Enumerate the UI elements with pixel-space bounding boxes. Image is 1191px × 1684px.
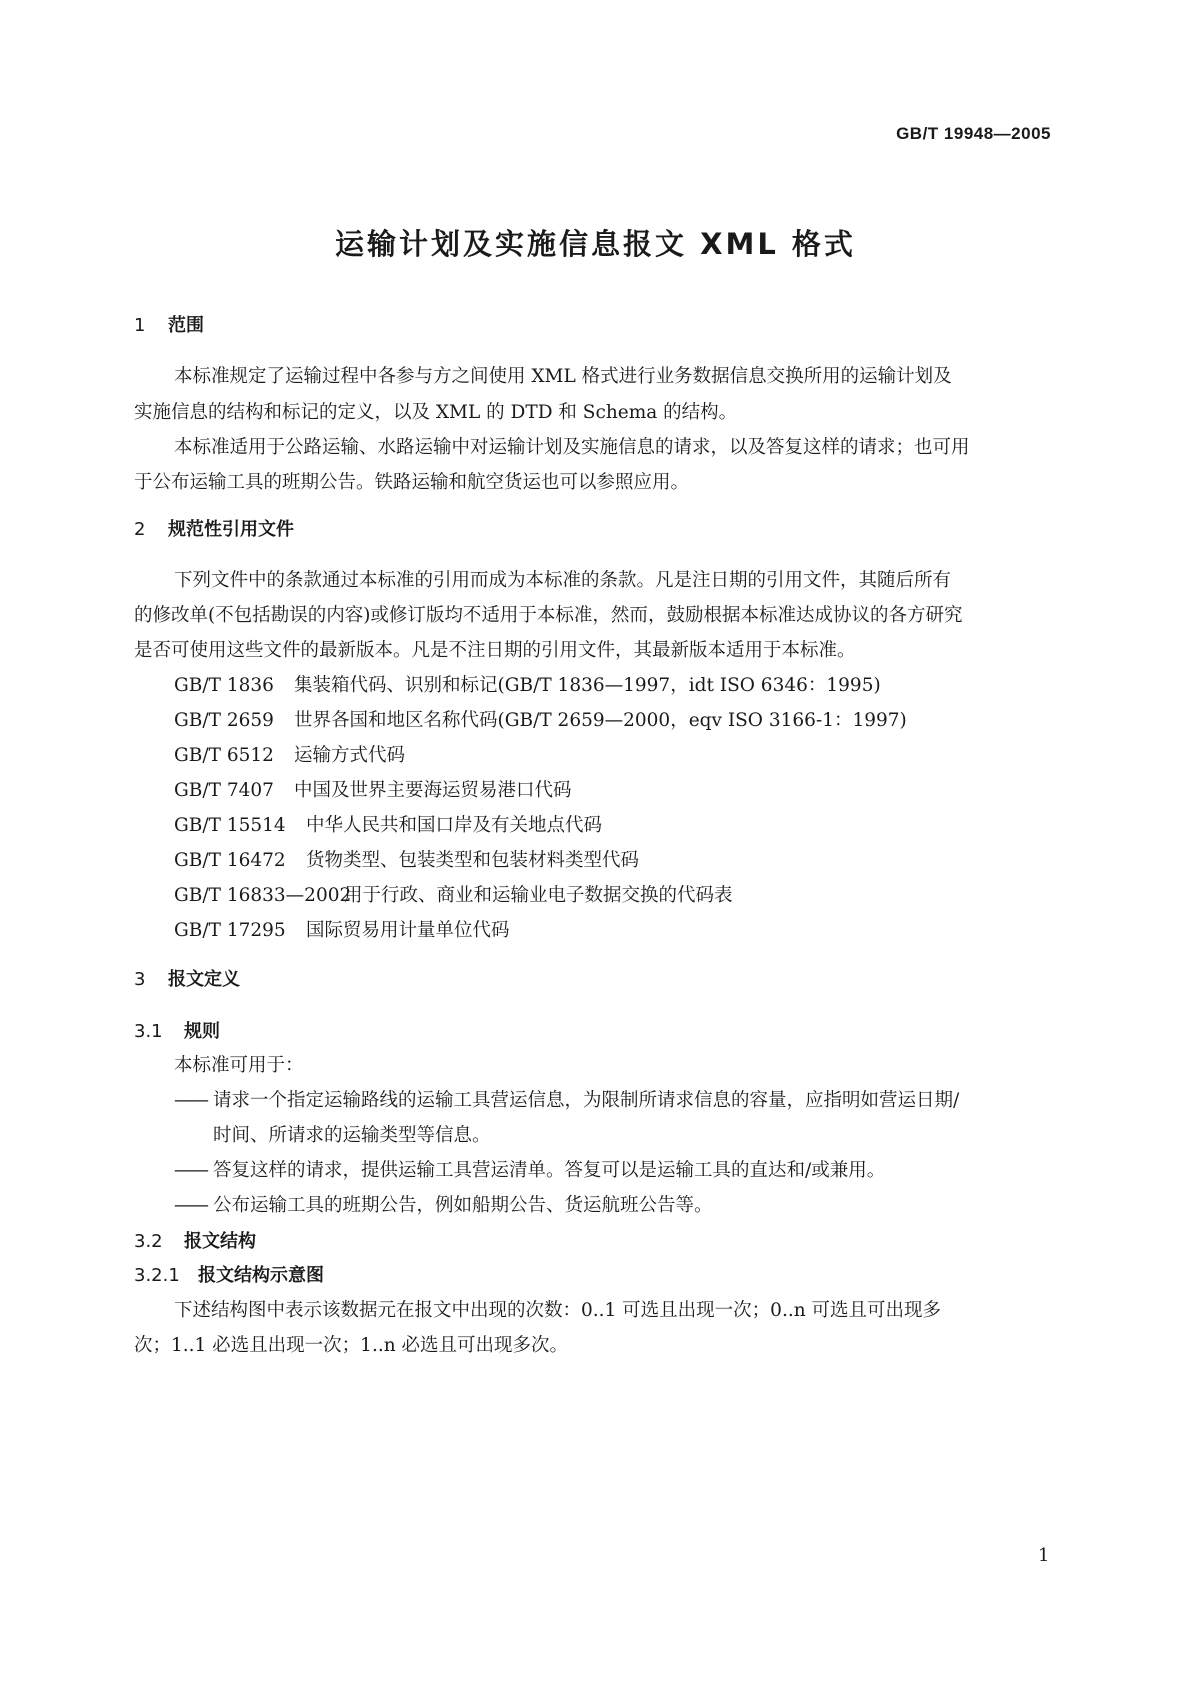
page-number: 1 (1038, 1545, 1050, 1566)
section-3-2-heading (134, 1227, 256, 1253)
reference-title: 中国及世界主要海运贸易港口代码 (294, 780, 572, 801)
reference-code: GB/T 15514 (174, 815, 286, 836)
reference-item (174, 671, 881, 697)
list-item-text: 公布运输工具的班期公告，例如船期公告、货运航班公告等。 (213, 1195, 713, 1216)
reference-item (174, 706, 907, 732)
reference-code: GB/T 16833—2002 (174, 885, 352, 906)
section-number: 3.2.1 (134, 1265, 180, 1286)
section-title: 规范性引用文件 (168, 519, 294, 540)
standard-number: GB/T 19948—2005 (896, 124, 1051, 143)
reference-item (174, 916, 510, 942)
reference-title: 国际贸易用计量单位代码 (306, 920, 510, 941)
section-2-heading (134, 515, 294, 541)
paragraph-line: 是否可使用这些文件的最新版本。凡是不注日期的引用文件，其最新版本适用于本标准。 (134, 640, 856, 661)
dash-list-item (174, 1086, 959, 1112)
list-dash: —— (174, 1195, 207, 1216)
section-number: 3.1 (134, 1021, 163, 1042)
list-dash: —— (174, 1090, 207, 1111)
section-title: 报文定义 (168, 969, 240, 990)
section-title: 规则 (184, 1021, 220, 1042)
paragraph-line: 的修改单(不包括勘误的内容)或修订版均不适用于本标准，然而，鼓励根据本标准达成协议的各方研究 (134, 605, 963, 626)
section-1-heading (134, 311, 204, 337)
paragraph-line: 实施信息的结构和标记的定义，以及 XML 的 DTD 和 Schema 的结构。 (134, 402, 738, 423)
reference-title: 货物类型、包装类型和包装材料类型代码 (306, 850, 640, 871)
paragraph-line: 本标准规定了运输过程中各参与方之间使用 XML 格式进行业务数据信息交换所用的运输计划及 (174, 366, 952, 387)
section-number: 3 (134, 969, 146, 990)
section-title: 范围 (168, 315, 204, 336)
list-item-text: 答复这样的请求，提供运输工具营运清单。答复可以是运输工具的直达和/或兼用。 (213, 1160, 886, 1181)
reference-code: GB/T 16472 (174, 850, 286, 871)
section-title: 报文结构 (184, 1231, 256, 1252)
reference-item (174, 811, 602, 837)
reference-title: 用于行政、商业和运输业电子数据交换的代码表 (344, 885, 733, 906)
dash-list-item (174, 1156, 885, 1182)
paragraph-line: 下述结构图中表示该数据元在报文中出现的次数：0..1 可选且出现一次；0..n 可选且可出现多 (174, 1300, 942, 1321)
reference-item (174, 776, 572, 802)
section-3-2-1-heading (134, 1261, 324, 1287)
paragraph-line: 于公布运输工具的班期公告。铁路运输和航空货运也可以参照应用。 (134, 472, 690, 493)
reference-code: GB/T 1836 (174, 675, 274, 696)
reference-title: 中华人民共和国口岸及有关地点代码 (306, 815, 603, 836)
reference-code: GB/T 7407 (174, 780, 274, 801)
paragraph-line: 次；1..1 必选且出现一次；1..n 必选且可出现多次。 (134, 1335, 569, 1356)
reference-title: 世界各国和地区名称代码(GB/T 2659—2000，eqv ISO 3166-1：1997) (294, 710, 907, 731)
reference-item (174, 846, 639, 872)
paragraph-line: 本标准可用于： (174, 1055, 304, 1076)
reference-title: 集装箱代码、识别和标记(GB/T 1836—1997，idt ISO 6346：1995) (294, 675, 881, 696)
reference-code: GB/T 17295 (174, 920, 286, 941)
reference-code: GB/T 2659 (174, 710, 274, 731)
section-title: 报文结构示意图 (198, 1265, 324, 1286)
reference-title: 运输方式代码 (294, 745, 406, 766)
paragraph-line: 本标准适用于公路运输、水路运输中对运输计划及实施信息的请求，以及答复这样的请求；也可用 (174, 437, 970, 458)
list-dash: —— (174, 1160, 207, 1181)
section-number: 2 (134, 519, 146, 540)
dash-list-item (174, 1191, 713, 1217)
section-3-1-heading (134, 1017, 220, 1043)
reference-item (174, 741, 405, 767)
document-title: 运输计划及实施信息报文 XML 格式 (335, 227, 856, 261)
section-number: 1 (134, 315, 146, 336)
reference-item (174, 881, 733, 907)
list-item-text: 请求一个指定运输路线的运输工具营运信息，为限制所请求信息的容量，应指明如营运日期/ (213, 1090, 960, 1111)
section-number: 3.2 (134, 1231, 163, 1252)
section-3-heading (134, 965, 240, 991)
list-item-continuation: 时间、所请求的运输类型等信息。 (213, 1125, 491, 1146)
paragraph-line: 下列文件中的条款通过本标准的引用而成为本标准的条款。凡是注日期的引用文件，其随后所有 (174, 570, 952, 591)
reference-code: GB/T 6512 (174, 745, 274, 766)
